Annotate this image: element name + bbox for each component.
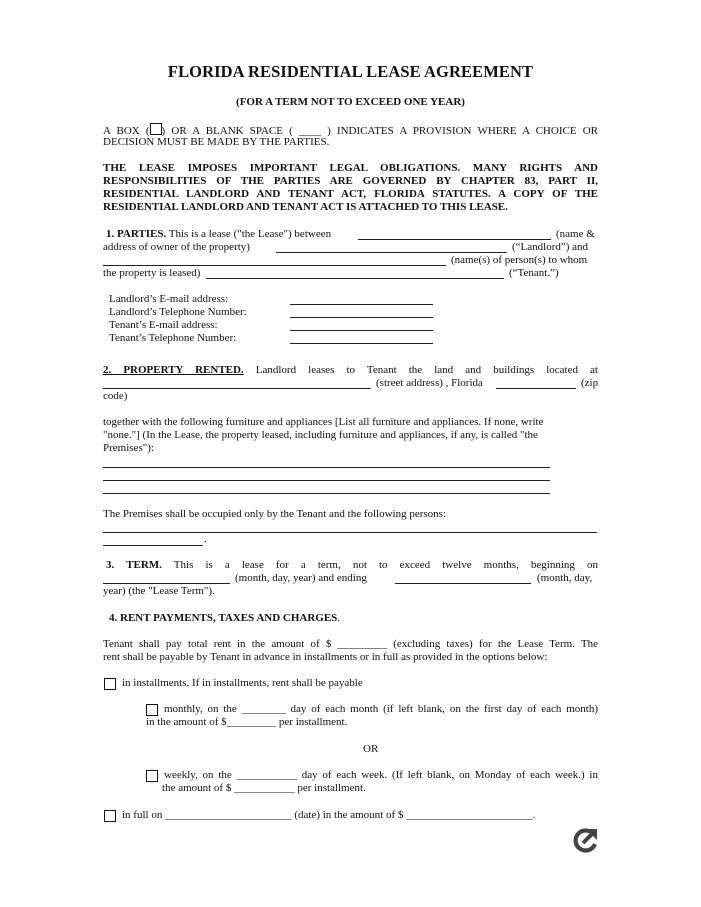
property-line-2-end: (zip [581,377,599,389]
property-leased-line[interactable] [206,278,504,279]
occupied-text: The Premises shall be occupied only by the Tenant and the following persons: [103,508,447,520]
term-line-2-end: (month, day, [537,572,593,584]
notice-line-1 [103,123,598,137]
parties-line-1-end: (name & [556,228,595,240]
parties-line-3-end: (name(s) of person(s) to whom [451,254,588,266]
tenant-phone-label: Tenant’s Telephone Number: [109,332,237,344]
term-line-3: year) (the "Lease Term"). [103,585,215,597]
notice-text-a: A BOX ( [103,125,150,137]
furniture-line-3: Premises"): [103,442,154,454]
full-label: in full on _______________________ (date) in the amount of $ _______________________. [122,809,536,821]
term-intro: This is a lease for a term, not to exceed twelve months, beginning on [161,559,598,571]
installments-label: in installments. If in installments, rent shall be payable [122,677,363,689]
parties-line-1 [106,228,331,240]
tenant-email-label: Tenant’s E-mail address: [109,319,218,331]
landlord-address-line[interactable] [276,252,507,253]
landlord-email-label: Landlord’s E-mail address: [109,293,229,305]
furniture-line-2: "none."] (In the Lease, the property leased, including furniture and appliances, if any, is called "the [103,429,538,441]
warning-line-1: THE LEASE IMPOSES IMPORTANT LEGAL OBLIGATIONS. MANY RIGHTS AND [103,162,598,174]
parties-intro: This is a lease ("the Lease") between [166,228,332,240]
checkbox-sample [150,123,162,135]
landlord-name-line[interactable] [358,239,551,240]
occupants-line-2[interactable] [103,545,203,546]
property-heading: 2. PROPERTY RENTED. [103,364,244,376]
rent-heading-row [109,612,340,624]
weekly-line-2: the amount of $ ___________ per installment. [162,782,366,794]
parties-line-4-end: (“Tenant.”) [509,267,559,279]
notice-line-2: DECISION MUST BE MADE BY THE PARTIES. [103,136,330,148]
property-line-2-mid: (street address) , Florida [376,377,483,389]
monthly-line-2: in the amount of $_________ per installment. [146,716,348,728]
furniture-line-1: together with the following furniture and appliances [List all furniture and appliances. If none, write [103,416,544,428]
zip-line[interactable] [496,388,576,389]
term-line-1 [106,559,598,571]
tenant-phone-line[interactable] [290,343,433,344]
rent-heading-end: . [337,612,341,624]
street-address-line[interactable] [103,388,371,389]
term-end-line[interactable] [395,583,531,584]
full-checkbox[interactable] [104,810,116,822]
arrow-logo-icon [572,826,600,854]
parties-heading: 1. PARTIES. [106,228,167,240]
monthly-line-1: monthly, on the ________ day of each month (if left blank, on the first day of each month) [164,703,598,715]
weekly-checkbox[interactable] [146,770,158,782]
tenant-name-line[interactable] [103,265,446,266]
page-title: FLORIDA RESIDENTIAL LEASE AGREEMENT [167,62,534,81]
monthly-checkbox[interactable] [146,704,158,716]
landlord-email-line[interactable] [290,304,433,305]
furniture-blank-1[interactable] [103,467,550,468]
or-text: OR [363,743,379,755]
page-subtitle: (FOR A TERM NOT TO EXCEED ONE YEAR) [236,96,465,108]
warning-line-2: RESPONSIBILITIES OF THE PARTIES ARE GOVERNED BY CHAPTER 83, PART II, [103,175,598,187]
weekly-line-1: weekly, on the ___________ day of each week. (If left blank, on Monday of each week.) in [164,769,598,781]
landlord-phone-label: Landlord’s Telephone Number: [109,306,247,318]
parties-line-2: address of owner of the property) [103,241,250,253]
warning-line-3: RESIDENTIAL LANDLORD AND TENANT ACT, FLORIDA STATUTES. A COPY OF THE [103,188,598,200]
landlord-phone-line[interactable] [290,317,433,318]
rent-heading: 4. RENT PAYMENTS, TAXES AND CHARGES [109,612,338,624]
furniture-blank-3[interactable] [103,493,550,494]
installments-checkbox[interactable] [104,678,116,690]
rent-text-1: Tenant shall pay total rent in the amount of $ _________ (excluding taxes) for the Lease Term. The [103,638,598,650]
term-line-2-mid: (month, day, year) and ending [235,572,367,584]
property-line-3: code) [103,390,128,402]
occupants-line-1[interactable] [103,532,597,533]
notice-text-b: ) OR A BLANK SPACE ( ____ ) INDICATES A PROVISION WHERE A CHOICE OR [161,125,598,137]
property-line-1 [103,364,598,376]
furniture-blank-2[interactable] [103,480,550,481]
rent-text-2: rent shall be payable by Tenant in advance in installments or in full as provided in the options below: [103,651,548,663]
tenant-email-line[interactable] [290,330,433,331]
term-start-line[interactable] [103,583,230,584]
property-intro: Landlord leases to Tenant the land and buildings located at [243,364,598,376]
parties-line-4: the property is leased) [103,267,201,279]
parties-line-2-end: (“Landlord”) and [512,241,589,253]
occupants-end: . [204,533,207,545]
warning-line-4: RESIDENTIAL LANDLORD AND TENANT ACT IS ATTACHED TO THIS LEASE. [103,201,508,213]
term-heading: 3. TERM. [106,559,162,571]
